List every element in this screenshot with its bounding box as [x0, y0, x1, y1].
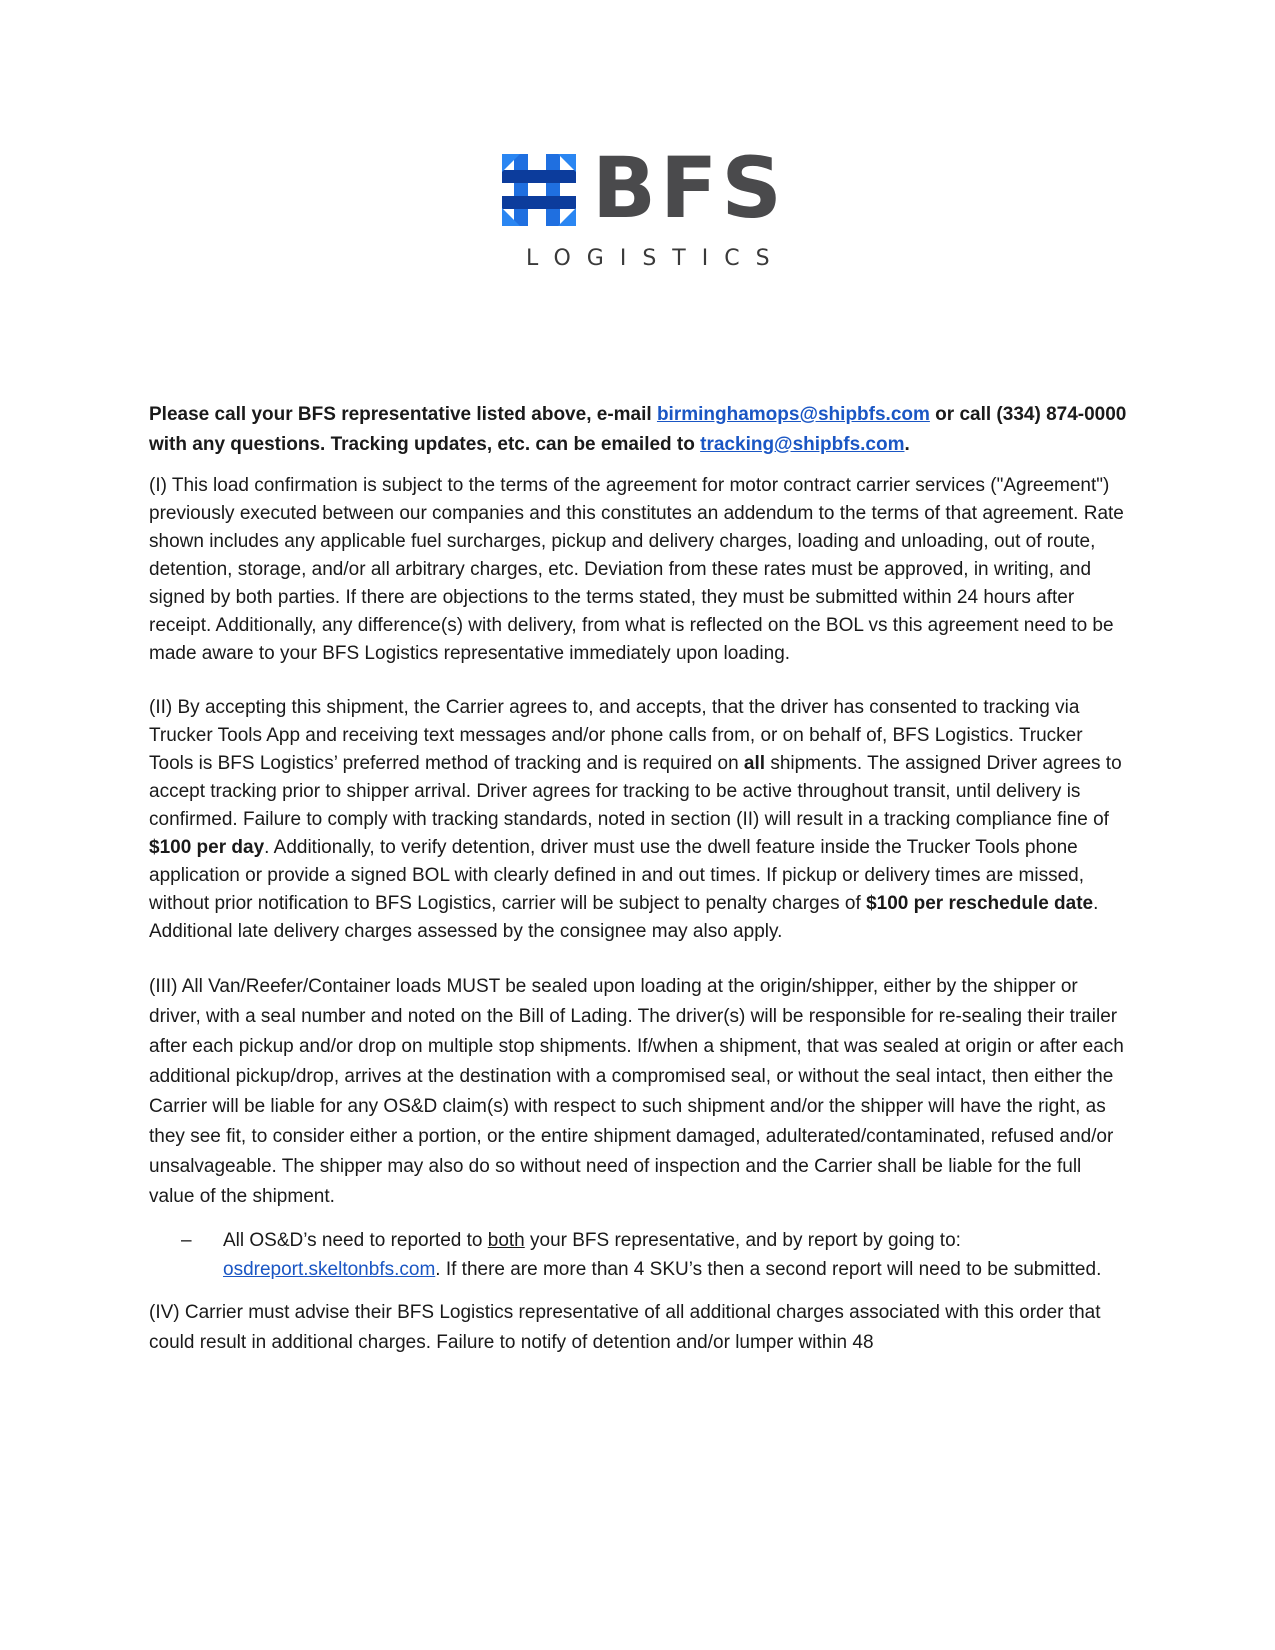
section-iv-paragraph: (IV) Carrier must advise their BFS Logistics representative of all additional charges associated with this order that could result in additional charges. Failure to notify of detention and/or lumper within 48: [149, 1302, 1101, 1353]
section-iii-paragraph: (III) All Van/Reefer/Container loads MUST be sealed upon loading at the origin/shipper, either by the shipper or driver, with a seal number and noted on the Bill of Lading. The driver(s) will be responsible for re-sealing their trailer after each pickup and/or drop on multiple stop shipments. If/when a shipment, that was sealed at origin or after each additional pickup/drop, arrives at the destination with a compromised seal, or without the seal intact, then either the Carrier will be liable for any OS&D claim(s) with respect to such shipment and/or the shipper will have the right, as they see fit, to consider either a portion, or the entire shipment damaged, adulterated/contaminated, refused and/or unsalvageable. The shipper may also do so without need of inspection and the Carrier shall be liable for the full value of the shipment.: [149, 976, 1124, 1207]
bullet-text-3: . If there are more than 4 SKU’s then a second report will need to be submitted.: [435, 1259, 1102, 1280]
section-ii-text-1: (II) By accepting this shipment, the Carrier agrees to, and accepts, that the driver has consented to tracking via Trucker Tools App and receiving text messages and/or phone calls from, or on behalf of, BFS Logistics. Trucker Tools is BFS Logistics’ preferred method of tracking and is required on: [149, 697, 1083, 774]
section-ii-text-2: shipments. The assigned Driver agrees to accept tracking prior to shipper arrival. Driver agrees for tracking to be active throughout transit, until delivery is confirmed. Failure to comply with tracking standards, noted in section (II) will result in a tracking compliance fine of: [149, 753, 1122, 830]
logo-subtitle: LOGISTICS: [526, 246, 786, 271]
bullet-dash: –: [181, 1230, 192, 1251]
intro-text-3: .: [904, 434, 910, 455]
contact-intro: [149, 400, 1129, 460]
bfs-logistics-logo: [500, 139, 786, 280]
section-i-paragraph: (I) This load confirmation is subject to the terms of the agreement for motor contract carrier services ("Agreement") previously executed between our companies and this constitutes an addendum to the terms of that agreement. Rate shown includes any applicable fuel surcharges, pickup and delivery charges, loading and unloading, out of route, detention, storage, and/or all arbitrary charges, etc. Deviation from these rates must be approved, in writing, and signed by both parties. If there are objections to the terms stated, they must be submitted within 24 hours after receipt. Additionally, any difference(s) with delivery, from what is reflected on the BOL vs this agreement need to be made aware to your BFS Logistics representative immediately upon loading.: [149, 475, 1124, 664]
ops-email-link[interactable]: birminghamops@shipbfs.com: [656, 404, 930, 425]
tracking-email-link[interactable]: tracking@shipbfs.com: [700, 434, 905, 455]
section-ii-bold-penalty: $100 per reschedule date: [866, 893, 1094, 914]
osd-bullet-item: [149, 1226, 1129, 1284]
osd-report-link[interactable]: osdreport.skeltonbfs.com: [223, 1259, 436, 1280]
bullet-text-1: All OS&D’s need to reported to: [223, 1230, 488, 1251]
section-ii-bold-fine: $100 per day: [149, 837, 265, 858]
section-ii-text-4: . Additional late delivery charges assessed by the consignee may also apply.: [149, 893, 1099, 942]
bullet-underlined-both: both: [487, 1230, 525, 1251]
bfs-hash-icon: [500, 150, 580, 230]
intro-text-2: or call (334) 874-0000 with any questions. Tracking updates, etc. can be emailed to: [149, 404, 1127, 455]
section-ii-text-3: . Additionally, to verify detention, driver must use the dwell feature inside the Trucker Tools phone application or provide a signed BOL with clearly defined in and out times. If pickup or delivery times are missed, without prior notification to BFS Logistics, carrier will be subject to penalty charges of: [149, 837, 1084, 914]
bullet-text-2: your BFS representative, and by report by going to:: [524, 1230, 961, 1251]
terms-content: [149, 400, 1129, 1358]
logo-wordmark: BFS: [592, 139, 786, 237]
section-ii-bold-all: all: [743, 753, 766, 774]
section-ii-paragraph: [149, 694, 1129, 946]
intro-text-1: Please call your BFS representative listed above, e-mail: [149, 404, 657, 425]
